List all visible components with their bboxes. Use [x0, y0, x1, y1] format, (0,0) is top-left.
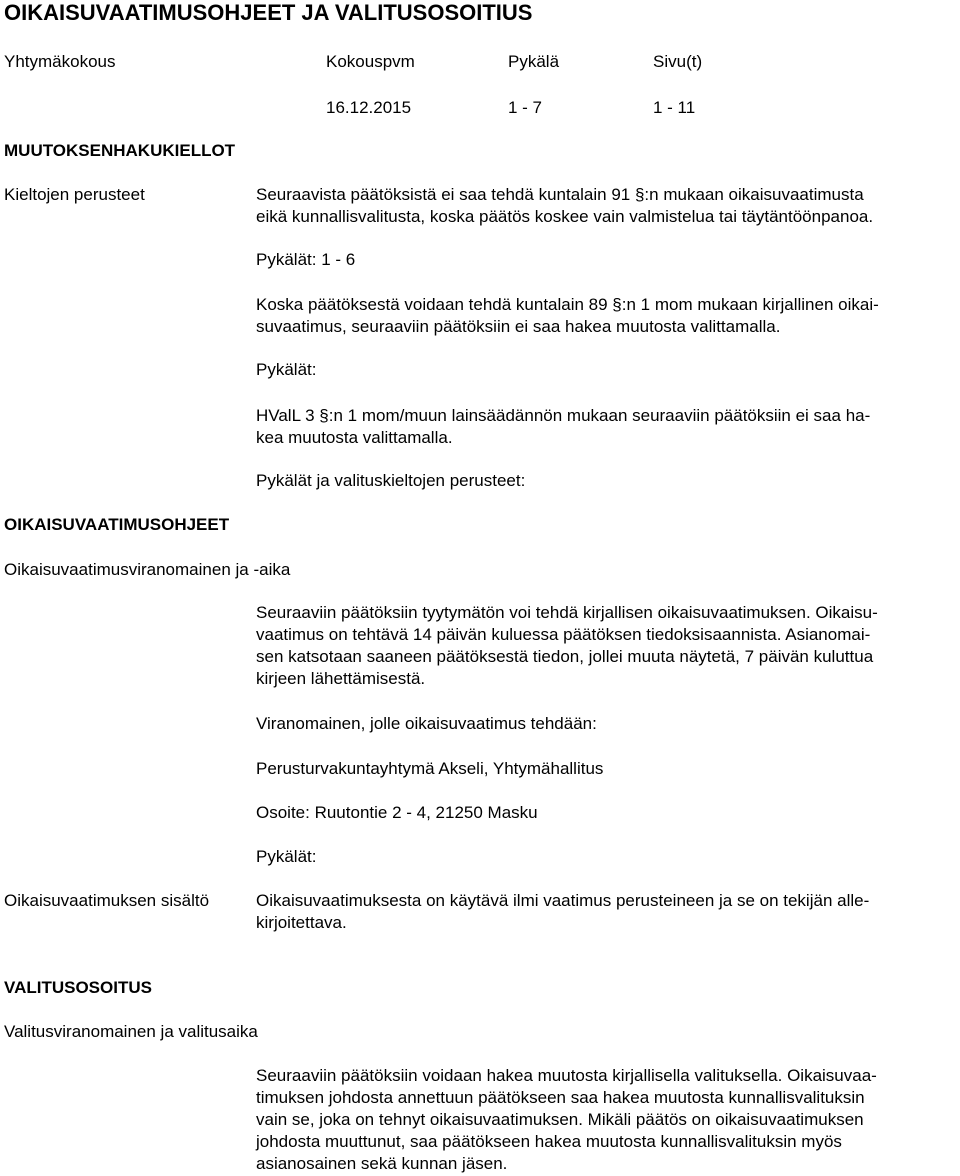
label-claim-content: Oikaisuvaatimuksen sisältö: [4, 891, 210, 910]
label-oikaisuvaatimusviranomainen: Oikaisuvaatimusviranomainen ja -aika: [4, 560, 291, 579]
ban-1-sections: Pykälät: 1 - 6: [256, 250, 356, 269]
meeting-pages: 1 - 11: [653, 98, 696, 117]
ban-2-sections: Pykälät:: [256, 360, 317, 379]
ban-3-sections: Pykälät ja valituskieltojen perusteet:: [256, 471, 526, 490]
claim-sections: Pykälät:: [256, 847, 317, 866]
page-title: OIKAISUVAATIMUSOHJEET JA VALITUSOSOITIUS: [4, 0, 533, 25]
authority-address: Osoite: Ruutontie 2 - 4, 21250 Masku: [256, 803, 538, 822]
section-heading-oikaisuvaatimusohjeet: OIKAISUVAATIMUSOHJEET: [4, 515, 230, 534]
paragraph-ban-2: Koska päätöksestä voidaan tehdä kuntalain 89 §:n 1 mom mukaan kirjallinen oikai- suvaatimus, seuraaviin päätöksiin ei saa hakea muutosta valittamalla.: [256, 295, 879, 336]
paragraph-appeal-instructions: Seuraaviin päätöksiin voidaan hakea muutosta kirjallisella valituksella. Oikaisuvaa- timuksen johdosta annettuun päätökseen saa hakea muutosta kunnallisvalituksin vain se, joka on tehnyt oikaisuvaatimuksen. Mikäli päätös on oikaisuvaatimuksen johdosta muuttunut, saa päätökseen hakea muutosta kunnallisvalituksin myös asianosainen sekä kunnan jäsen.: [256, 1066, 877, 1173]
section-heading-muutoksenhakukiellot: MUUTOKSENHAKUKIELLOT: [4, 141, 236, 160]
authority-name: Perusturvakuntayhtymä Akseli, Yhtymähallitus: [256, 759, 604, 778]
paragraph-claim-content: Oikaisuvaatimuksesta on käytävä ilmi vaatimus perusteineen ja se on tekijän alle- kirjoitettava.: [256, 891, 870, 932]
pages-label: Sivu(t): [653, 52, 703, 71]
meeting-name: Yhtymäkokous: [4, 52, 116, 71]
label-valitusviranomainen: Valitusviranomainen ja valitusaika: [4, 1022, 258, 1041]
section-heading-valitusosoitus: VALITUSOSOITUS: [4, 978, 152, 997]
date-label: Kokouspvm: [326, 52, 415, 71]
section-label: Pykälä: [508, 52, 560, 71]
meeting-date: 16.12.2015: [326, 98, 412, 117]
authority-intro: Viranomainen, jolle oikaisuvaatimus tehdään:: [256, 714, 597, 733]
paragraph-claim-instructions: Seuraaviin päätöksiin tyytymätön voi tehdä kirjallisen oikaisuvaatimuksen. Oikaisu- vaatimus on tehtävä 14 päivän kuluessa päätöksen tiedoksisaannista. Asianomai- sen katsotaan saaneen päätöksestä tiedon, jollei muuta näytetä, 7 päivän kuluttua kirjeen lähettämisestä.: [256, 603, 878, 688]
paragraph-ban-3: HValL 3 §:n 1 mom/muun lainsäädännön mukaan seuraaviin päätöksiin ei saa ha- kea muutosta valittamalla.: [256, 406, 871, 447]
paragraph-ban-1: Seuraavista päätöksistä ei saa tehdä kuntalain 91 §:n mukaan oikaisuvaatimusta eikä kunnallisvalitusta, koska päätös koskee vain valmistelua tai täytäntöönpanoa.: [256, 185, 874, 226]
meeting-sections: 1 - 7: [508, 98, 543, 117]
label-kieltojen-perusteet: Kieltojen perusteet: [4, 185, 145, 204]
